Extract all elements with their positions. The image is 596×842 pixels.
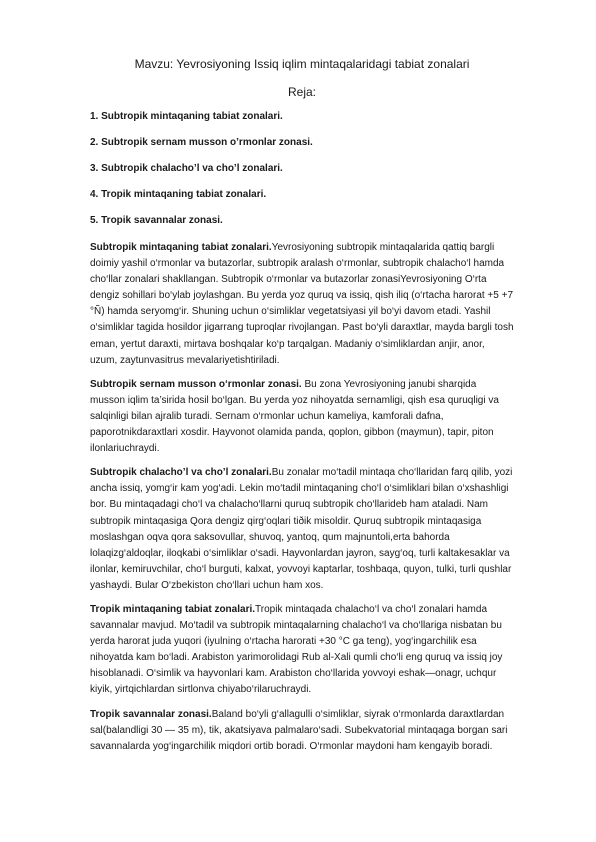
section-heading: Subtropik mintaqaning tabiat zonalari. bbox=[90, 242, 272, 253]
plan-item: 2. Subtropik sernam musson o’rmonlar zonasi. bbox=[90, 137, 313, 148]
section-text: Baland bo‘yli g‘allagulli o‘simliklar, siyrak o‘rmonlarda daraxtlardan sal(balandligi 30 — 35 m), tik, akatsiyava palmalaro‘sadi. Subekvatorial mintaqaga borgan sari savannalarda yog‘ingarchilik miqdori ortib boradi. O‘rmonlar maydoni ham kengayib boradi. bbox=[90, 708, 508, 752]
plan-list bbox=[90, 110, 514, 228]
section-heading: Subtropik chalacho’l va cho’l zonalari. bbox=[90, 467, 272, 479]
section-text: Yevrosiyoning subtropik mintaqalarida qattiq bargli doimiy yashil o‘rmonlar va butazorlar, subtropik aralash o‘rmonlar, subtropik chalacho‘l hamda cho‘llar zonalari shakllangan. Subtropik o‘rmonlar va butazorlar zonasiYevrosiyoning O‘rta dengiz sohillari bo‘ylab joylashgan. Bu yerda yoz quruq va issiq, qish iliq (o‘rtacha harorat +5 +7 °Ñ) hamda seryomg‘ir. Shuning uchun o‘simliklar vegetatsiyasi yil bo‘yi davom etadi. Yashil o‘simliklar tagida hosildor jigarrang tuproqlar rivojlangan. Past bo‘yli daraxtlar, mayda bargli tosh eman, yertut daraxti, mirtava boshqalar ko‘p tarqalgan. Madaniy o‘simliklardan anjir, anor, uzum, zaytunvasitrus mevalariyetishtiriladi. bbox=[90, 242, 514, 366]
section-subtropical-deserts bbox=[90, 465, 514, 594]
plan-item: 5. Tropik savannalar zonasi. bbox=[90, 215, 223, 226]
plan-heading: Reja: bbox=[287, 85, 316, 99]
plan-item: 3. Subtropik chalacho’l va cho’l zonalari. bbox=[90, 163, 283, 174]
section-text: Bu zona Yevrosiyoning janubi sharqida musson iqlim ta’sirida hosil bo‘lgan. Bu yerda yoz nihoyatda sernamligi, qish esa quruqligi va salqinligi bilan ajralib turadi. Sernam o‘rmonlar uchun kameliya, kamforali dafna, paporotnikdaraxtlari xosdir. Hayvonot olamida panda, qoplon, gibbon (maymun), tapir, piton ilonlariuchraydi. bbox=[90, 378, 499, 455]
plan-item: 1. Subtropik mintaqaning tabiat zonalari. bbox=[90, 111, 283, 122]
section-heading: Tropik savannalar zonasi. bbox=[90, 708, 212, 720]
section-heading: Subtropik sernam musson o‘rmonlar zonasi. bbox=[90, 378, 302, 390]
plan-item: 4. Tropik mintaqaning tabiat zonalari. bbox=[90, 189, 267, 200]
section-tropical-savannas bbox=[90, 707, 514, 755]
page-title: Mavzu: Yevrosiyoning Issiq iqlim mintaqalaridagi tabiat zonalari bbox=[134, 57, 470, 71]
section-heading: Tropik mintaqaning tabiat zonalari. bbox=[90, 603, 256, 615]
section-text: Tropik mintaqada chalacho‘l va cho‘l zonalari hamda savannalar mavjud. Mo‘tadil va subtropik mintaqalarning chalacho‘l va cho‘llariga nisbatan bu yerda harorat juda yuqori (iyulning o‘rtacha harorati +30 °C ga teng), yog‘ingarchilik esa nihoyatda kam bo‘ladi. Arabiston yarimorolidagi Rub al-Xali qumli cho‘li eng quruq va issiq joy hisoblanadi. O‘simlik va hayvonlari kam. Arabiston cho‘llarida yovvoyi eshak—onagr, uchqur kiyik, yirtqichlardan sirtlonva chiyabo‘rilaruchraydi. bbox=[90, 603, 503, 696]
section-subtropical-zones bbox=[90, 240, 514, 369]
section-text: Bu zonalar mo‘tadil mintaqa cho‘llaridan farq qilib, yozi ancha issiq, yomg‘ir kam yog‘adi. Lekin mo‘tadil mintaqaning cho‘l o‘simliklari bilan o‘xshashligi bor. Bu mintaqadagi cho‘l va chalacho‘llarni quruq subtropik cho‘llarideb ham ataladi. Nam subtropik mintaqasiga Qora dengiz qirg‘oqlari tiðik misoldir. Quruq subtropik mintaqasiga moslashgan oqva qora saksovullar, shuvoq, yantoq, qum majnuntoli,erta bahorda lolaqizg‘aldoqlar, iloqkabi o‘simliklar o‘sadi. Hayvonlardan jayron, sayg‘oq, turli kaltakesaklar va ilonlar, kemiruvchilar, cho‘l burguti, kalxat, yovvoyi kaptarlar, toshbaqa, quyon, tulki, turli qushlar yashaydi. Bular O‘zbekiston cho‘llari uchun ham xos. bbox=[90, 467, 513, 591]
section-monsoon-forests bbox=[90, 377, 514, 457]
section-tropical-zones bbox=[90, 602, 514, 699]
